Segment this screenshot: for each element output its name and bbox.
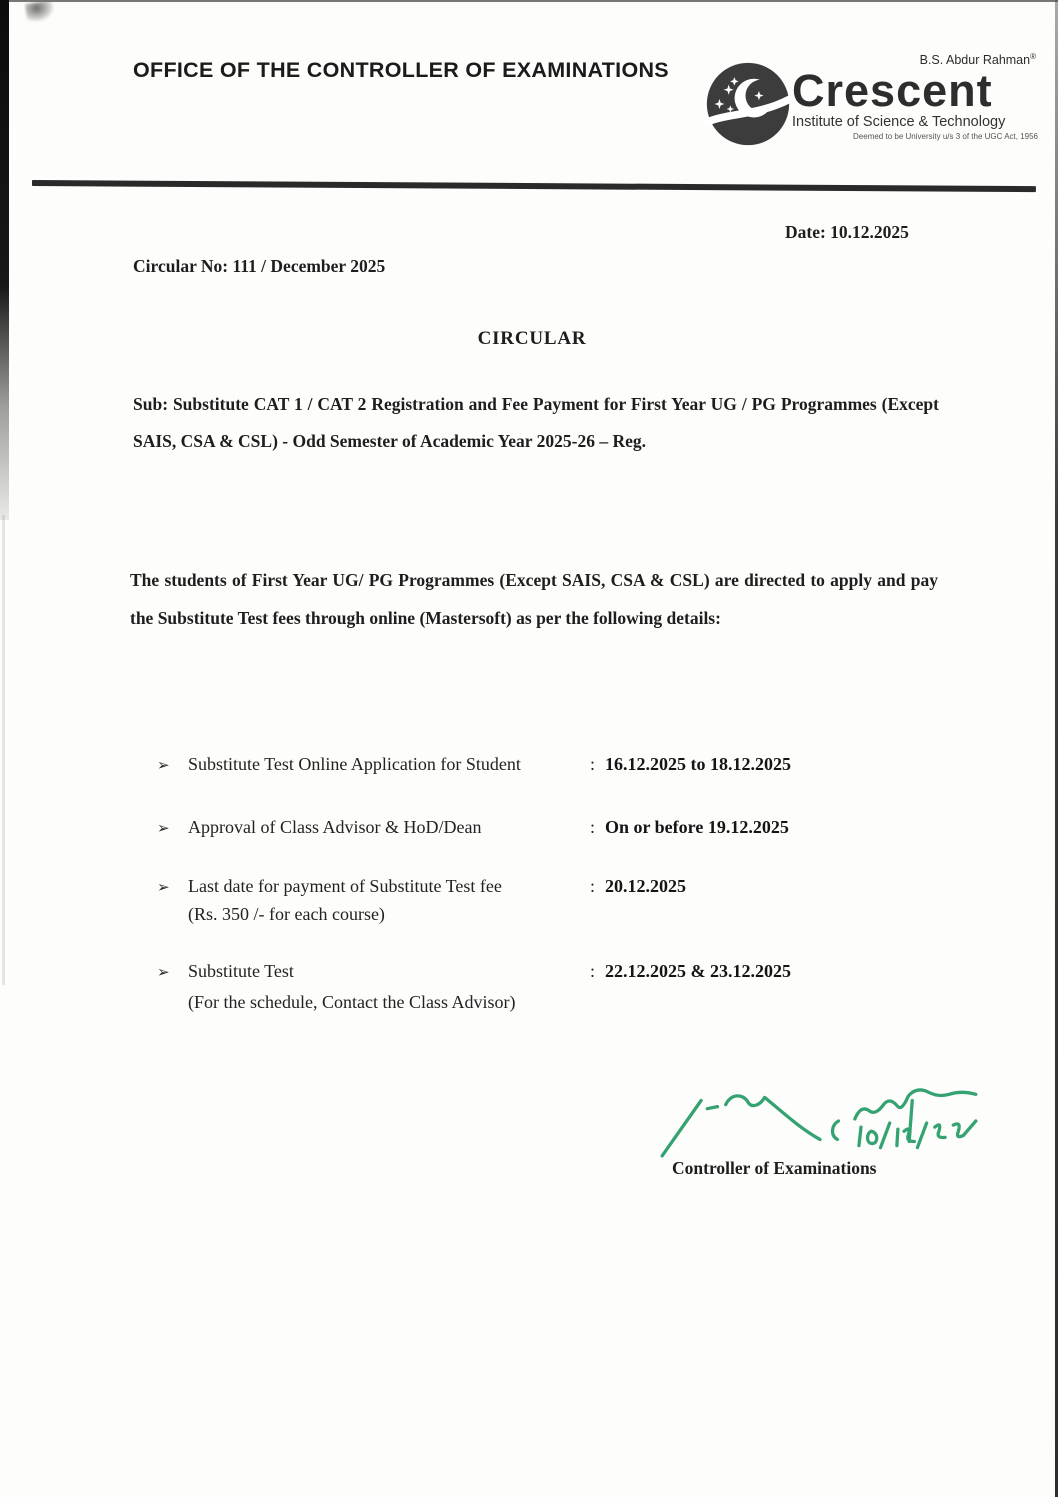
schedule-item-application-window	[157, 752, 791, 777]
schedule-item-separator: :	[590, 876, 596, 896]
arrowhead-bullet-icon: ➢	[157, 756, 170, 774]
logo-tagline: Deemed to be University u/s 3 of the UGC Act, 1956	[853, 132, 1038, 142]
institution-logo	[706, 52, 1038, 164]
schedule-item-separator: :	[590, 817, 596, 837]
schedule-item-value: 16.12.2025 to 18.12.2025	[605, 754, 791, 774]
document-heading: CIRCULAR	[477, 328, 587, 349]
schedule-item-value: 22.12.2025 & 23.12.2025	[605, 961, 791, 981]
scan-edge-left-faint	[2, 515, 5, 985]
handwritten-signature	[655, 1080, 985, 1162]
arrowhead-bullet-icon: ➢	[157, 878, 170, 896]
subject-paragraph: Sub: Substitute CAT 1 / CAT 2 Registration and Fee Payment for First Year UG / PG Programmes (Except SAIS, CSA & CSL) - Odd Semester of Academic Year 2025-26 – Reg.	[133, 394, 939, 451]
scan-smudge	[25, 0, 55, 23]
registered-trademark-symbol: ®	[1030, 52, 1036, 61]
schedule-item-separator: :	[590, 961, 596, 981]
schedule-item-separator: :	[590, 754, 596, 774]
schedule-item-label: Substitute Test Online Application for Student	[188, 754, 521, 774]
logo-pre-name-text: B.S. Abdur Rahman	[919, 53, 1031, 68]
schedule-item-approval	[157, 815, 789, 840]
schedule-item-note: (Rs. 350 /- for each course)	[188, 904, 385, 924]
body-paragraph: The students of First Year UG/ PG Programmes (Except SAIS, CSA & CSL) are directed to apply and pay the Substitute Test fees through online (Mastersoft) as per the following details:	[130, 570, 938, 628]
schedule-item-label: Substitute Test	[188, 961, 294, 981]
scan-edge-top	[0, 0, 1058, 2]
schedule-item-label: Last date for payment of Substitute Test fee	[188, 876, 502, 896]
header-divider-rule	[32, 180, 1036, 192]
circular-number-line: Circular No: 111 / December 2025	[133, 256, 386, 276]
schedule-item-test-dates	[157, 959, 791, 984]
office-title: OFFICE OF THE CONTROLLER OF EXAMINATIONS	[133, 58, 669, 82]
logo-brand-name: Crescent	[792, 65, 993, 117]
crescent-moon-logo-icon	[706, 62, 790, 146]
schedule-item-label: Approval of Class Advisor & HoD/Dean	[188, 817, 482, 837]
arrowhead-bullet-icon: ➢	[157, 963, 170, 981]
schedule-item-value: On or before 19.12.2025	[605, 817, 789, 837]
schedule-item-value: 20.12.2025	[605, 876, 686, 896]
schedule-item-fee-deadline	[157, 874, 686, 899]
arrowhead-bullet-icon: ➢	[157, 819, 170, 837]
scan-edge-left	[0, 0, 9, 520]
date-line: Date: 10.12.2025	[785, 222, 909, 242]
schedule-item-note: (For the schedule, Contact the Class Advisor)	[188, 992, 516, 1012]
signatory-title: Controller of Examinations	[672, 1158, 877, 1178]
logo-subtitle: Institute of Science & Technology	[792, 114, 1006, 131]
